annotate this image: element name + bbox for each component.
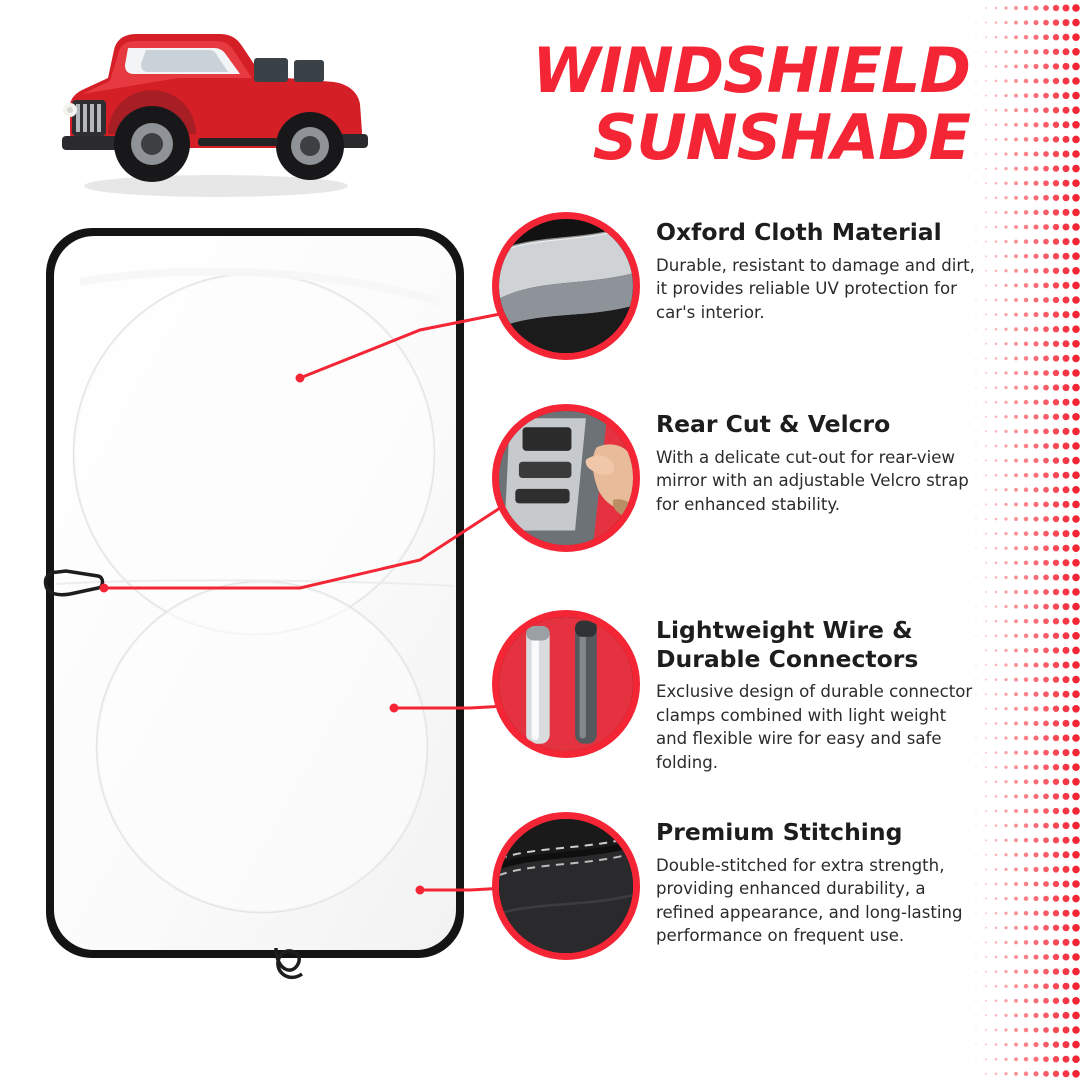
wire-connectors-thumbnail (492, 610, 640, 758)
feature-description: Exclusive design of durable connector clamps combined with light weight and flexible wire for easy and safe folding. (656, 682, 973, 772)
feature-title: Premium Stitching (656, 818, 903, 846)
premium-stitching-closeup-icon (499, 819, 633, 953)
feature-item (492, 812, 981, 960)
feature-title: Oxford Cloth Material (656, 218, 942, 246)
feature-item (492, 212, 981, 360)
page-title (500, 34, 970, 174)
feature-description: Durable, resistant to damage and dirt, it provides reliable UV protection for car's interior. (656, 255, 975, 322)
premium-stitching-thumbnail (492, 812, 640, 960)
feature-item (492, 404, 981, 552)
vehicle-illustration (48, 14, 378, 204)
oxford-cloth-thumbnail (492, 212, 640, 360)
feature-description: Double-stitched for extra strength, providing enhanced durability, a refined appearance, and long-lasting performance on frequent use. (656, 855, 963, 946)
halftone-decoration (970, 0, 1080, 1080)
product-image (40, 222, 470, 992)
rear-cut-velcro-thumbnail (492, 404, 640, 552)
feature-item (492, 610, 981, 775)
sunshade-illustration (40, 222, 470, 992)
feature-text (656, 812, 981, 948)
title-line-2: SUNSHADE (592, 100, 970, 174)
feature-text (656, 610, 981, 775)
feature-title: Rear Cut & Velcro (656, 410, 891, 438)
feature-description: With a delicate cut-out for rear-view mirror with an adjustable Velcro strap for enhanced stability. (656, 447, 969, 514)
title-line-1: WINDSHIELD (532, 34, 970, 107)
wire-connectors-closeup-icon (499, 617, 633, 751)
halftone-dots-svg (970, 0, 1080, 1080)
feature-text (656, 212, 981, 324)
oxford-cloth-closeup-icon (499, 219, 633, 353)
feature-text (656, 404, 981, 516)
feature-title: Lightweight Wire & Durable Connectors (656, 616, 919, 673)
rear-cut-velcro-closeup-icon (499, 411, 633, 545)
vehicle-image (48, 14, 378, 204)
